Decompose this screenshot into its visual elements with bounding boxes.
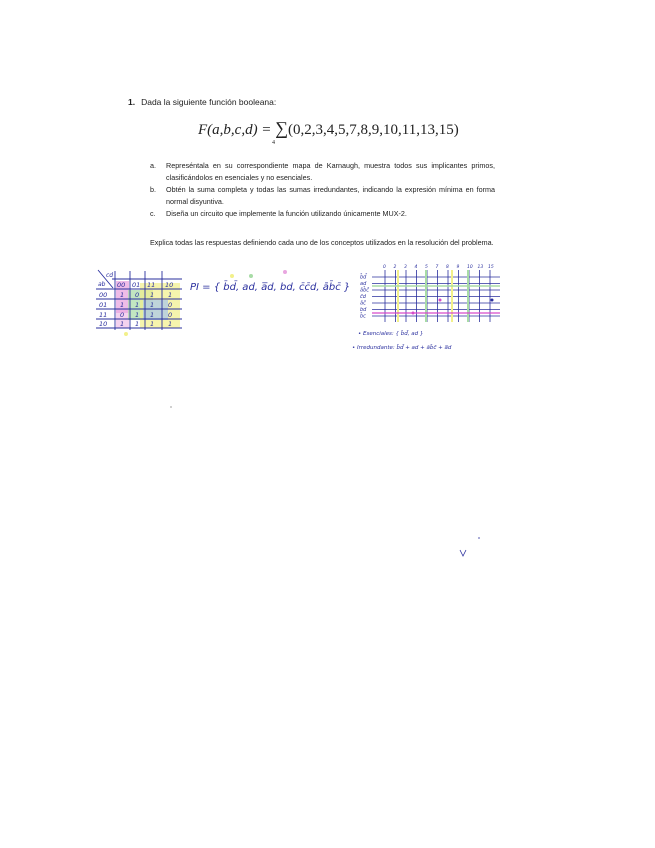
irredundant-note: • Irredundante: b̄d̄ + ad + āb̄c̄ + a̅d [352,345,452,351]
table-col-header: 3 [404,265,407,270]
kmap-group-blue [143,300,168,320]
kmap-row-header: 11 [99,311,108,319]
kmap-cell: 1 [135,301,140,309]
table-col-header: 13 [477,265,484,270]
item-text: Diseña un circuito que implemente la función utilizando únicamente MUX-2. [166,209,407,218]
table-col-header: 5 [425,265,428,270]
table-row-header: b̄d̄ [360,274,367,281]
kmap-row-header: 01 [99,301,108,309]
formula-minterms: (0,2,3,4,5,7,8,9,10,11,13,15) [288,122,459,138]
table-col-header: 10 [467,265,473,270]
table-col-header: 9 [456,265,460,270]
explain-paragraph: Explica todas las respuestas definiendo cada uno de los conceptos utilizados en la resolución del problema. [150,238,494,247]
kmap-cell: 1 [168,320,173,328]
table-mark [491,299,494,302]
kmap-cell: 0 [168,311,173,319]
kmap-cell: 1 [150,311,155,319]
table-row-header: b̄c [360,313,366,320]
table-mark [412,312,415,315]
essential-note: • Esenciales: { b̄d̄, ad } [358,331,424,337]
kmap-cell: 1 [120,301,125,309]
table-col-header: 0 [383,265,386,270]
kmap-col-header: 11 [147,281,156,289]
item-text: Represéntala en su correspondiente mapa de Karnaugh, muestra todos sus implicantes primos, clasificándolos en esenciales y no esenciales. [166,161,495,182]
pi-dot-green [249,274,253,278]
kmap-cell: 1 [150,291,155,299]
sum-subscript: 4 [272,140,275,146]
kmap-cell: 1 [120,320,125,328]
pi-dot-yellow [230,274,234,278]
table-col-header: 2 [393,265,397,270]
item-letter: a. [150,161,156,170]
kmap-row-header: 00 [99,291,108,299]
table-row-header: c̄d [360,294,366,300]
stray-mark [460,550,466,556]
table-col-header: 8 [446,265,449,270]
table-mark [439,299,442,302]
kmap-dot [124,332,128,336]
item-letter: b. [150,185,156,194]
kmap-cell: 1 [150,301,155,309]
question-title-text: Dada la siguiente función booleana: [141,97,277,107]
pi-dot-pink [283,270,287,274]
implicant-table [360,264,500,322]
kmap-cell: 0 [168,301,173,309]
table-col-header: 7 [435,265,439,270]
table-row-header: āb̄c̄ [360,287,369,294]
kmap-cell: 0 [120,311,125,319]
prime-implicants-text: PI = { b̄d̄, ad, a̅d, bd, c̄c̄d, āb̄c̄ } [190,282,351,293]
karnaugh-map [96,270,182,336]
kmap-cell: 1 [150,320,155,328]
kmap-row-header: 10 [99,320,108,328]
kmap-col-header: 00 [117,281,126,289]
table-row-header: bd [360,307,367,313]
item-letter: c. [150,209,156,218]
kmap-cell: 1 [120,291,125,299]
table-row-header: āc̄ [360,300,366,307]
kmap-corner-left: ab [98,281,106,288]
kmap-cell: 1 [135,320,140,328]
formula-lhs: F(a,b,c,d) = [198,122,276,138]
kmap-col-header: 10 [165,281,174,289]
kmap-cell: 0 [135,291,140,299]
question-number: 1. [128,97,136,107]
sum-symbol: ∑ [275,118,289,138]
item-text: Obtén la suma completa y todas las sumas irredundantes, indicando la expresión mínima en forma normal disyuntiva. [166,185,495,206]
table-col-header: 4 [414,265,418,270]
table-col-header: 15 [488,265,494,270]
kmap-corner-top: cd [106,272,114,279]
table-row-header: ad [360,281,367,287]
kmap-cell: 1 [135,311,140,319]
kmap-col-header: 01 [132,281,141,289]
kmap-cell: 1 [168,291,173,299]
